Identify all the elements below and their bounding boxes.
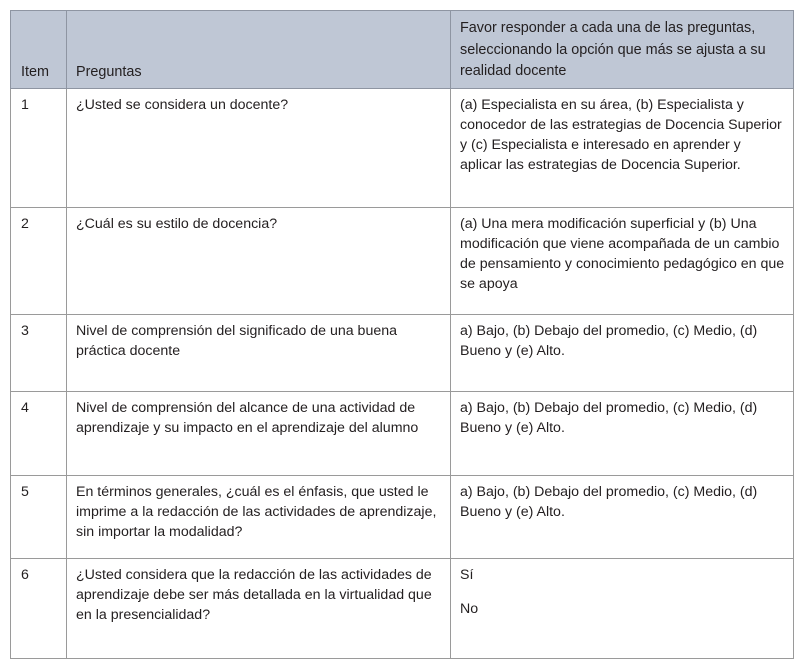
answer-option-no: No (460, 600, 479, 617)
table-row (11, 207, 794, 314)
table-header-row (11, 11, 794, 89)
row-answer-options: (a) Una mera modificación superficial y (b) Una modificación que viene acompañada de un cambio de pensamiento y conocimiento pedagógico en que se apoya (451, 207, 794, 314)
table-row (11, 88, 794, 207)
row-answer-options: a) Bajo, (b) Debajo del promedio, (c) Medio, (d) Bueno y (e) Alto. (451, 314, 794, 391)
table-row (11, 314, 794, 391)
row-question-text: Nivel de comprensión del alcance de una actividad de aprendizaje y su impacto en el aprendizaje del alumno (67, 391, 451, 475)
survey-table-container (10, 10, 793, 659)
column-header-respuestas: Favor responder a cada una de las preguntas, seleccionando la opción que más se ajusta a su realidad docente (451, 11, 794, 89)
table-row (11, 558, 794, 658)
row-answer-options: (a) Especialista en su área, (b) Especialista y conocedor de las estrategias de Docencia Superior y (c) Especialista e interesado en aprender y aplicar las estrategias de Docencia Superior. (451, 88, 794, 207)
row-answer-options (451, 558, 794, 658)
row-item-number: 3 (11, 314, 67, 391)
table-row (11, 475, 794, 558)
survey-questions-table (10, 10, 794, 659)
row-question-text: ¿Usted se considera un docente? (67, 88, 451, 207)
answer-option-si: Sí (460, 566, 474, 583)
column-header-item: Item (11, 11, 67, 89)
row-item-number: 1 (11, 88, 67, 207)
row-item-number: 5 (11, 475, 67, 558)
table-header (11, 11, 794, 89)
row-question-text: ¿Usted considera que la redacción de las actividades de aprendizaje debe ser más detallada en la virtualidad que en la presencialidad? (67, 558, 451, 658)
row-question-text: ¿Cuál es su estilo de docencia? (67, 207, 451, 314)
table-body (11, 88, 794, 658)
row-item-number: 6 (11, 558, 67, 658)
row-question-text: Nivel de comprensión del significado de una buena práctica docente (67, 314, 451, 391)
row-item-number: 2 (11, 207, 67, 314)
row-answer-options: a) Bajo, (b) Debajo del promedio, (c) Medio, (d) Bueno y (e) Alto. (451, 391, 794, 475)
row-answer-options: a) Bajo, (b) Debajo del promedio, (c) Medio, (d) Bueno y (e) Alto. (451, 475, 794, 558)
column-header-preguntas: Preguntas (67, 11, 451, 89)
row-question-text: En términos generales, ¿cuál es el énfasis, que usted le imprime a la redacción de las actividades de aprendizaje, sin importar la modalidad? (67, 475, 451, 558)
row-item-number: 4 (11, 391, 67, 475)
table-row (11, 391, 794, 475)
